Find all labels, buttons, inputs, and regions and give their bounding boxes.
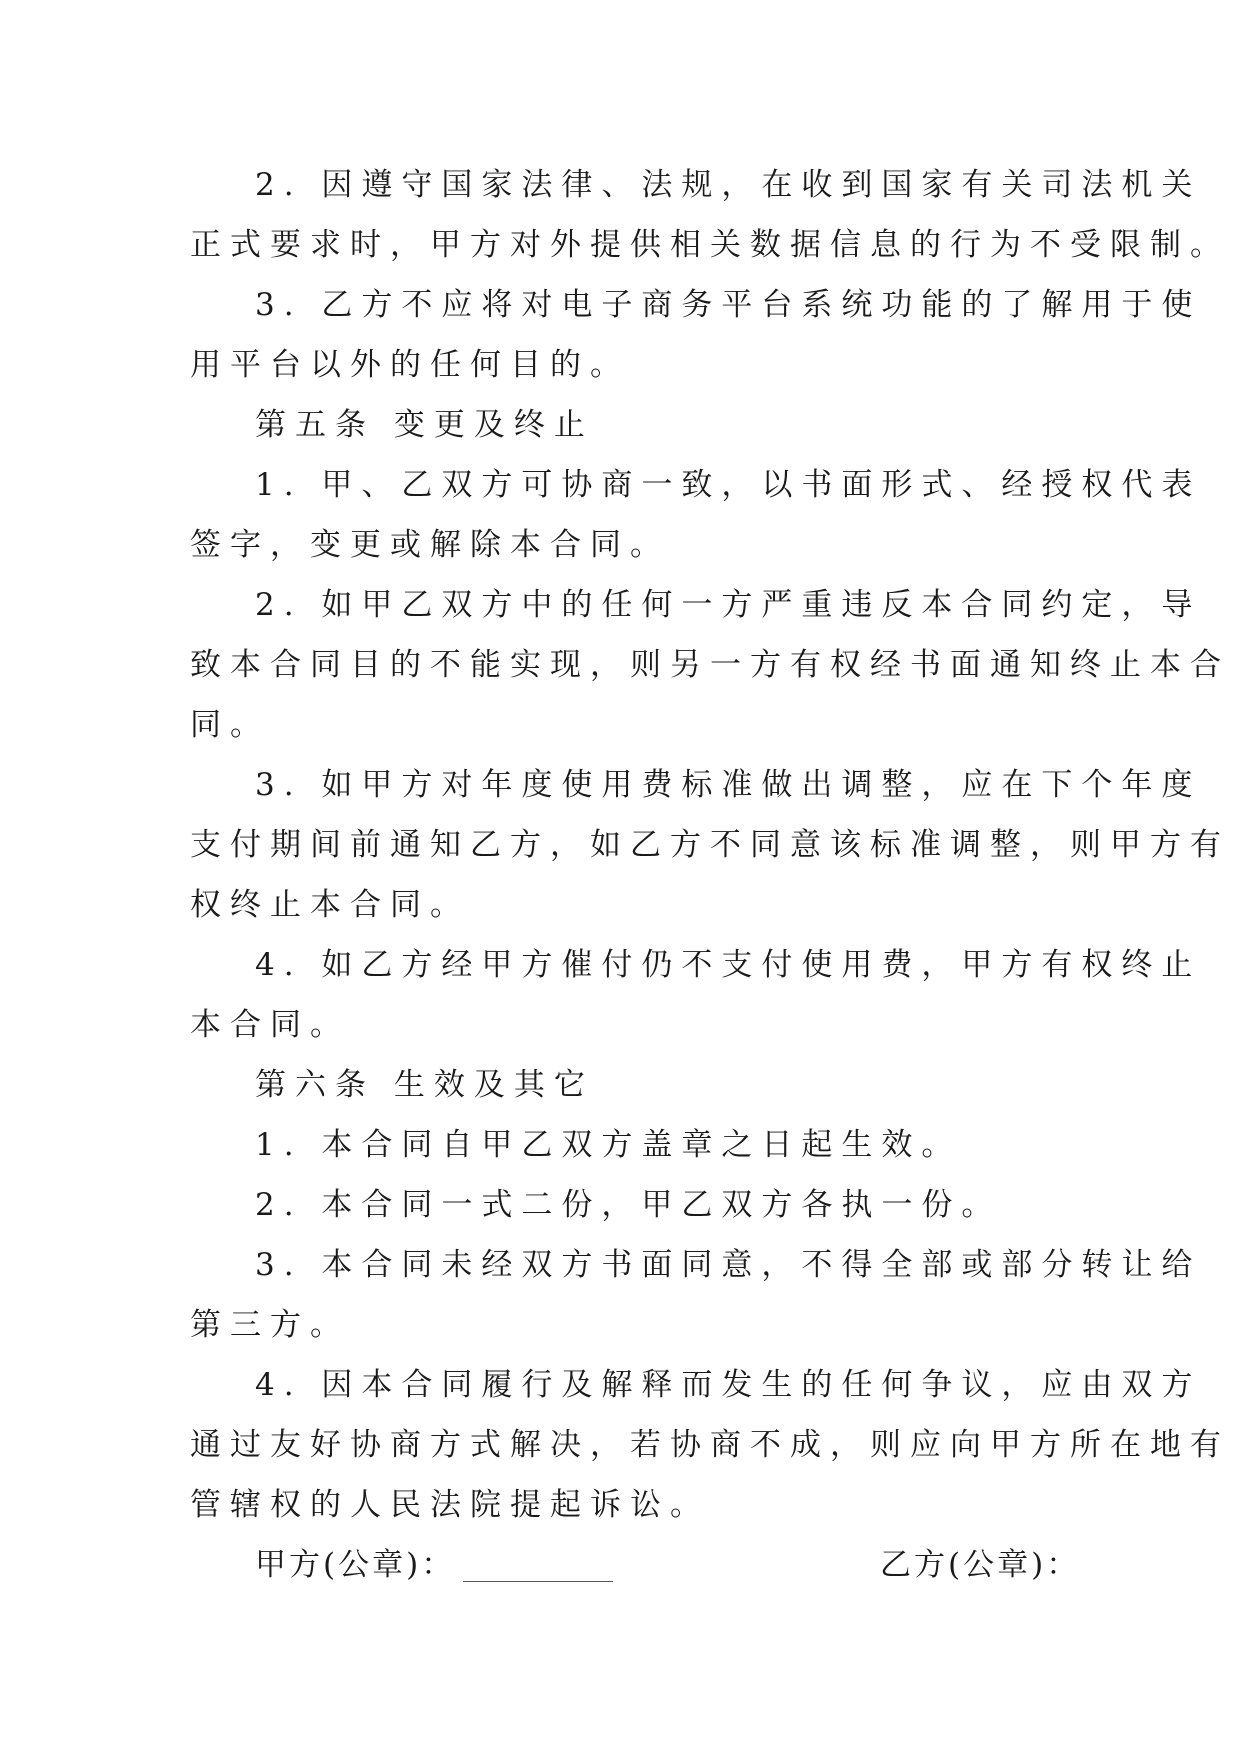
paragraph-line: 1. 本合同自甲乙双方盖章之日起生效。 — [255, 1127, 962, 1163]
paragraph-line: 用平台以外的任何目的。 — [190, 347, 630, 383]
paragraph-line: 管辖权的人民法院提起诉讼。 — [190, 1487, 710, 1523]
paragraph-line: 1. 甲、乙双方可协商一致，以书面形式、经授权代表 — [255, 467, 1202, 503]
paragraph-line: 签字，变更或解除本合同。 — [190, 527, 670, 563]
paragraph-line: 同。 — [190, 707, 270, 743]
paragraph-line: 2. 因遵守国家法律、法规，在收到国家有关司法机关 — [255, 167, 1202, 203]
paragraph-line: 通过友好协商方式解决，若协商不成，则应向甲方所在地有 — [190, 1427, 1230, 1463]
paragraph-line: 致本合同目的不能实现，则另一方有权经书面通知终止本合 — [190, 647, 1230, 683]
paragraph-line: 2. 如甲乙双方中的任何一方严重违反本合同约定，导 — [255, 587, 1202, 623]
party-a-signature-blank — [463, 1551, 613, 1582]
paragraph-line: 3. 乙方不应将对电子商务平台系统功能的了解用于使 — [255, 287, 1202, 323]
paragraph-line: 正式要求时，甲方对外提供相关数据信息的行为不受限制。 — [190, 227, 1230, 263]
section-heading: 第六条 生效及其它 — [255, 1067, 594, 1103]
party-a-signature — [255, 1545, 613, 1585]
paragraph-line: 支付期间前通知乙方，如乙方不同意该标准调整，则甲方有 — [190, 827, 1230, 863]
paragraph-line: 4. 因本合同履行及解释而发生的任何争议，应由双方 — [255, 1367, 1202, 1403]
paragraph-line: 2. 本合同一式二份，甲乙双方各执一份。 — [255, 1187, 1002, 1223]
paragraph-line: 本合同。 — [190, 1007, 350, 1043]
party-b-label: 乙方(公章)： — [880, 1547, 1081, 1583]
section-heading: 第五条 变更及终止 — [255, 407, 594, 443]
party-b-signature — [880, 1545, 1080, 1585]
paragraph-line: 权终止本合同。 — [190, 887, 470, 923]
paragraph-line: 第三方。 — [190, 1307, 350, 1343]
paragraph-line: 4. 如乙方经甲方催付仍不支付使用费，甲方有权终止 — [255, 947, 1202, 983]
party-a-label: 甲方(公章)： — [255, 1547, 456, 1583]
paragraph-line: 3. 本合同未经双方书面同意，不得全部或部分转让给 — [255, 1247, 1202, 1283]
paragraph-line: 3. 如甲方对年度使用费标准做出调整，应在下个年度 — [255, 767, 1202, 803]
